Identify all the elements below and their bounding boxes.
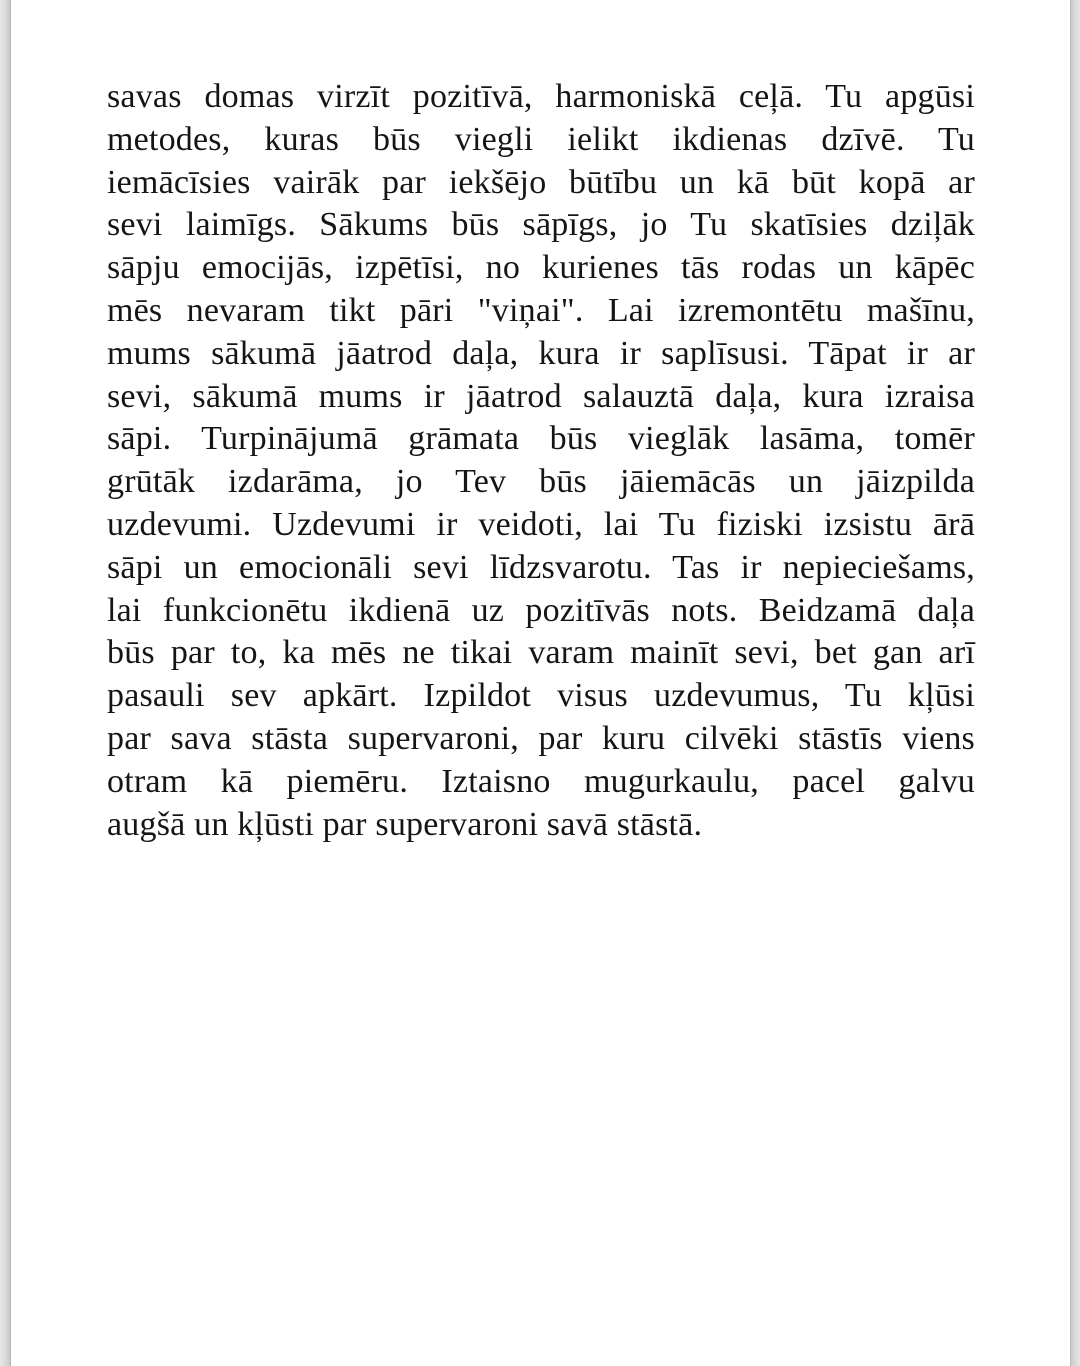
text-line: sāpju emocijās, izpētīsi, no kurienes tās rodas un kāpēc: [107, 249, 975, 287]
text-line: uzdevumi. Uzdevumi ir veidoti, lai Tu fiziski izsistu ārā: [107, 505, 975, 543]
text-line: savas domas virzīt pozitīvā, harmoniskā ceļā. Tu apgūsi: [107, 78, 975, 115]
text-line: sāpi un emocionāli sevi līdzsvarotu. Tas ir nepieciešams,: [107, 548, 975, 586]
text-line: būs par to, ka mēs ne tikai varam mainīt sevi, bet gan arī: [107, 634, 975, 672]
text-line: mēs nevaram tikt pāri "viņai". Lai izremontētu mašīnu,: [107, 291, 975, 329]
text-line: pasauli sev apkārt. Izpildot visus uzdevumus, Tu kļūsi: [107, 677, 975, 715]
text-line: sevi, sākumā mums ir jāatrod salauztā daļa, kura izraisa: [107, 377, 975, 415]
book-page: [11, 0, 1070, 1366]
text-line: augšā un kļūsti par supervaroni savā stāstā.: [107, 805, 703, 843]
page-text-block: [107, 76, 975, 846]
text-line: grūtāk izdarāma, jo Tev būs jāiemācās un jāizpilda: [107, 463, 975, 501]
text-line: par sava stāsta supervaroni, par kuru cilvēki stāstīs viens: [107, 719, 975, 757]
text-line: metodes, kuras būs viegli ielikt ikdienas dzīvē. Tu: [107, 120, 975, 158]
text-line: sevi laimīgs. Sākums būs sāpīgs, jo Tu skatīsies dziļāk: [107, 206, 975, 244]
text-line: iemācīsies vairāk par iekšējo būtību un kā būt kopā ar: [107, 163, 975, 201]
text-line: lai funkcionētu ikdienā uz pozitīvās nots. Beidzamā daļa: [107, 591, 975, 629]
page-edge-right: [1070, 0, 1080, 1366]
text-line: sāpi. Turpinājumā grāmata būs vieglāk lasāma, tomēr: [107, 420, 975, 458]
text-line: mums sākumā jāatrod daļa, kura ir saplīsusi. Tāpat ir ar: [107, 334, 975, 372]
text-line: otram kā piemēru. Iztaisno mugurkaulu, pacel galvu: [107, 762, 975, 800]
page-edge-left: [0, 0, 11, 1366]
